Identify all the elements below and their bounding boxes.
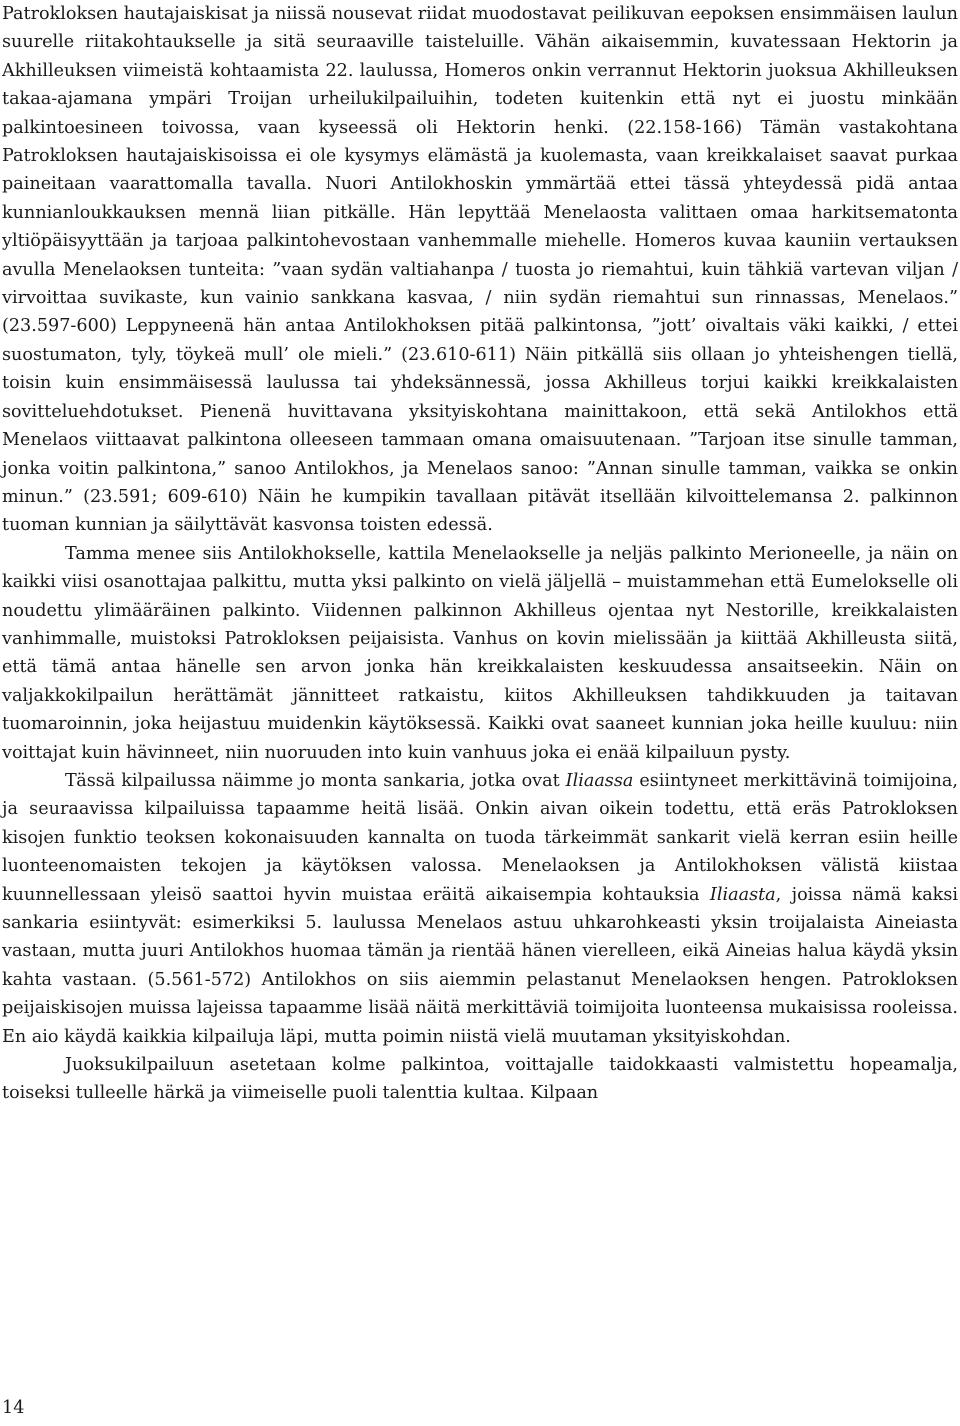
paragraph-text: Patrokloksen hautajaiskisat ja niissä nousevat riidat muodostavat peilikuvan eepoksen ensimmäisen laulun suurelle riitakohtaukselle ja sitä seuraaville taisteluille. Vähän aikaisemmin, kuvatessaan Hektorin ja Akhilleuksen viimeistä kohtaamista 22. laulussa, Homeros onkin verrannut Hektorin juoksua Akhilleuksen takaa-ajamana ympäri Troijan urheilukilpailuihin, todeten kuitenkin että nyt ei juostu minkään palkintoesineen toivossa, vaan kyseessä oli Hektorin henki. (22.158-166) Tämän vastakohtana Patrokloksen hautajaiskisoissa ei ole kysymys elämästä ja kuolemasta, vaan kreikkalaiset saavat purkaa paineitaan vaarattomalla tavalla. Nuori Antilokhoskin ymmärtää ettei tässä yhteydessä pidä antaa kunnianloukkauksen mennä liian pitkälle. Hän lepyttää Menelaosta valittaen omaa harkitsematonta yltiöpäisyyttään ja tarjoaa palkintohevostaan vanhemmalle miehelle. Homeros kuvaa kauniin vertauksen avulla Menelaoksen tunteita: ”vaan sydän valtiahanpa / tuosta jo riemahtui, kuin tähkiä vartevan viljan / virvoittaa suvikaste, kun vainio sankkana kasvaa, / niin sydän riemahtui sun rinnassas, Menelaos.” (23.597-600) Leppyneenä hän antaa Antilokhoksen pitää palkintonsa, ”jott’ oivaltais väki kaikki, / ettei suostumaton, tyly, töykeä mull’ ole mieli.” (23.610-611) Näin pitkällä siis ollaan jo yhteishengen tiellä, toisin kuin ensimmäisessä laulussa tai yhdeksännessä, jossa Akhilleus torjui kaikki kreikkalaisten sovitteluehdotukset. Pienenä huvittavana yksityiskohtana mainittakoon, että sekä Antilokhos että Menelaos viittaavat palkintona olleeseen tammaan omana omaisuutenaan. ”Tarjoan itse sinulle tamman, jonka voitin palkintona,” sanoo Antilokhos, ja Menelaos sanoo: ”Annan sinulle tamman, vaikka se onkin minun.” (23.591; 609-610) Näin he kumpikin tavallaan pitävät itsellään kilvoittelemansa 2. palkinnon tuoman kunnian ja säilyttävät kasvonsa toisten edessä.: [2, 4, 958, 536]
document-body: [2, 0, 958, 1108]
page-number: 14: [2, 1398, 25, 1418]
paragraph-4: [2, 1051, 958, 1108]
paragraph-text: Tässä kilpailussa näimme jo monta sankaria, jotka ovat: [65, 770, 566, 791]
paragraph-text: , joissa nämä kaksi sankaria esiintyvät: esimerkiksi 5. laulussa Menelaos astuu uhkarohkeasti yksin troijalaista Aineiasta vastaan, mutta juuri Antilokhos huomaa tämän ja rientää hänen vierelleen, eikä Aineias halua käydä yksin kahta vastaan. (5.561-572) Antilokhos on siis aiemmin pelastanut Menelaoksen hengen. Patrokloksen peijaiskisojen muissa lajeissa tapaamme lisää näitä merkittäviä toimijoita luonteensa mukaisissa rooleissa. En aio käydä kaikkia kilpailuja läpi, mutta poimin niistä vielä muutaman yksityiskohdan.: [2, 884, 958, 1047]
paragraph-text: Juoksukilpailuun asetetaan kolme palkintoa, voittajalle taidokkaasti valmistettu hopeamalja, toiseksi tulleelle härkä ja viimeiselle puoli talenttia kultaa. Kilpaan: [2, 1055, 958, 1104]
paragraph-text: Tamma menee siis Antilokhokselle, kattila Menelaokselle ja neljäs palkinto Merioneelle, ja näin on kaikki viisi osanottajaa palkittu, mutta yksi palkinto on vielä jäljellä – muistammehan että Eumelokselle oli noudettu ylimääräinen palkinto. Viidennen palkinnon Akhilleus ojentaa nyt Nestorille, kreikkalaisten vanhimmalle, muistoksi Patrokloksen peijaisista. Vanhus on kovin mielissään ja kiittää Akhilleusta siitä, että tämä antaa hänelle sen arvon jonka hän kreikkalaisten keskuudessa ansaitseekin. Näin on valjakkokilpailun herättämät jännitteet ratkaistu, kiitos Akhilleuksen tahdikkuuden ja taitavan tuomaroinnin, joka heijastuu muidenkin käytöksessä. Kaikki ovat saaneet kunnian joka heille kuuluu: niin voittajat kuin hävinneet, niin nuoruuden into kuin vanhuus joka ei enää kilpailuun pysty.: [2, 543, 958, 763]
paragraph-3: [2, 767, 958, 1051]
book-title-italic: Iliaassa: [565, 770, 634, 791]
book-title-italic: Iliaasta: [709, 884, 776, 905]
paragraph-2: [2, 540, 958, 767]
paragraph-text: esiintyneet merkittävinä toimijoina, ja seuraavissa kilpailuissa tapaamme heitä lisää. Onkin aivan oikein todettu, että eräs Patrokloksen kisojen funktio teoksen kokonaisuuden kannalta on tuoda tärkeimmät sankarit vielä kerran esiin heille luonteenomaisten tekojen ja käytöksen valossa. Menelaoksen ja Antilokhoksen välistä kiistaa kuunnellessaan yleisö saattoi hyvin muistaa eräitä aikaisempia kohtauksia: [2, 770, 958, 905]
paragraph-1: [2, 0, 958, 540]
